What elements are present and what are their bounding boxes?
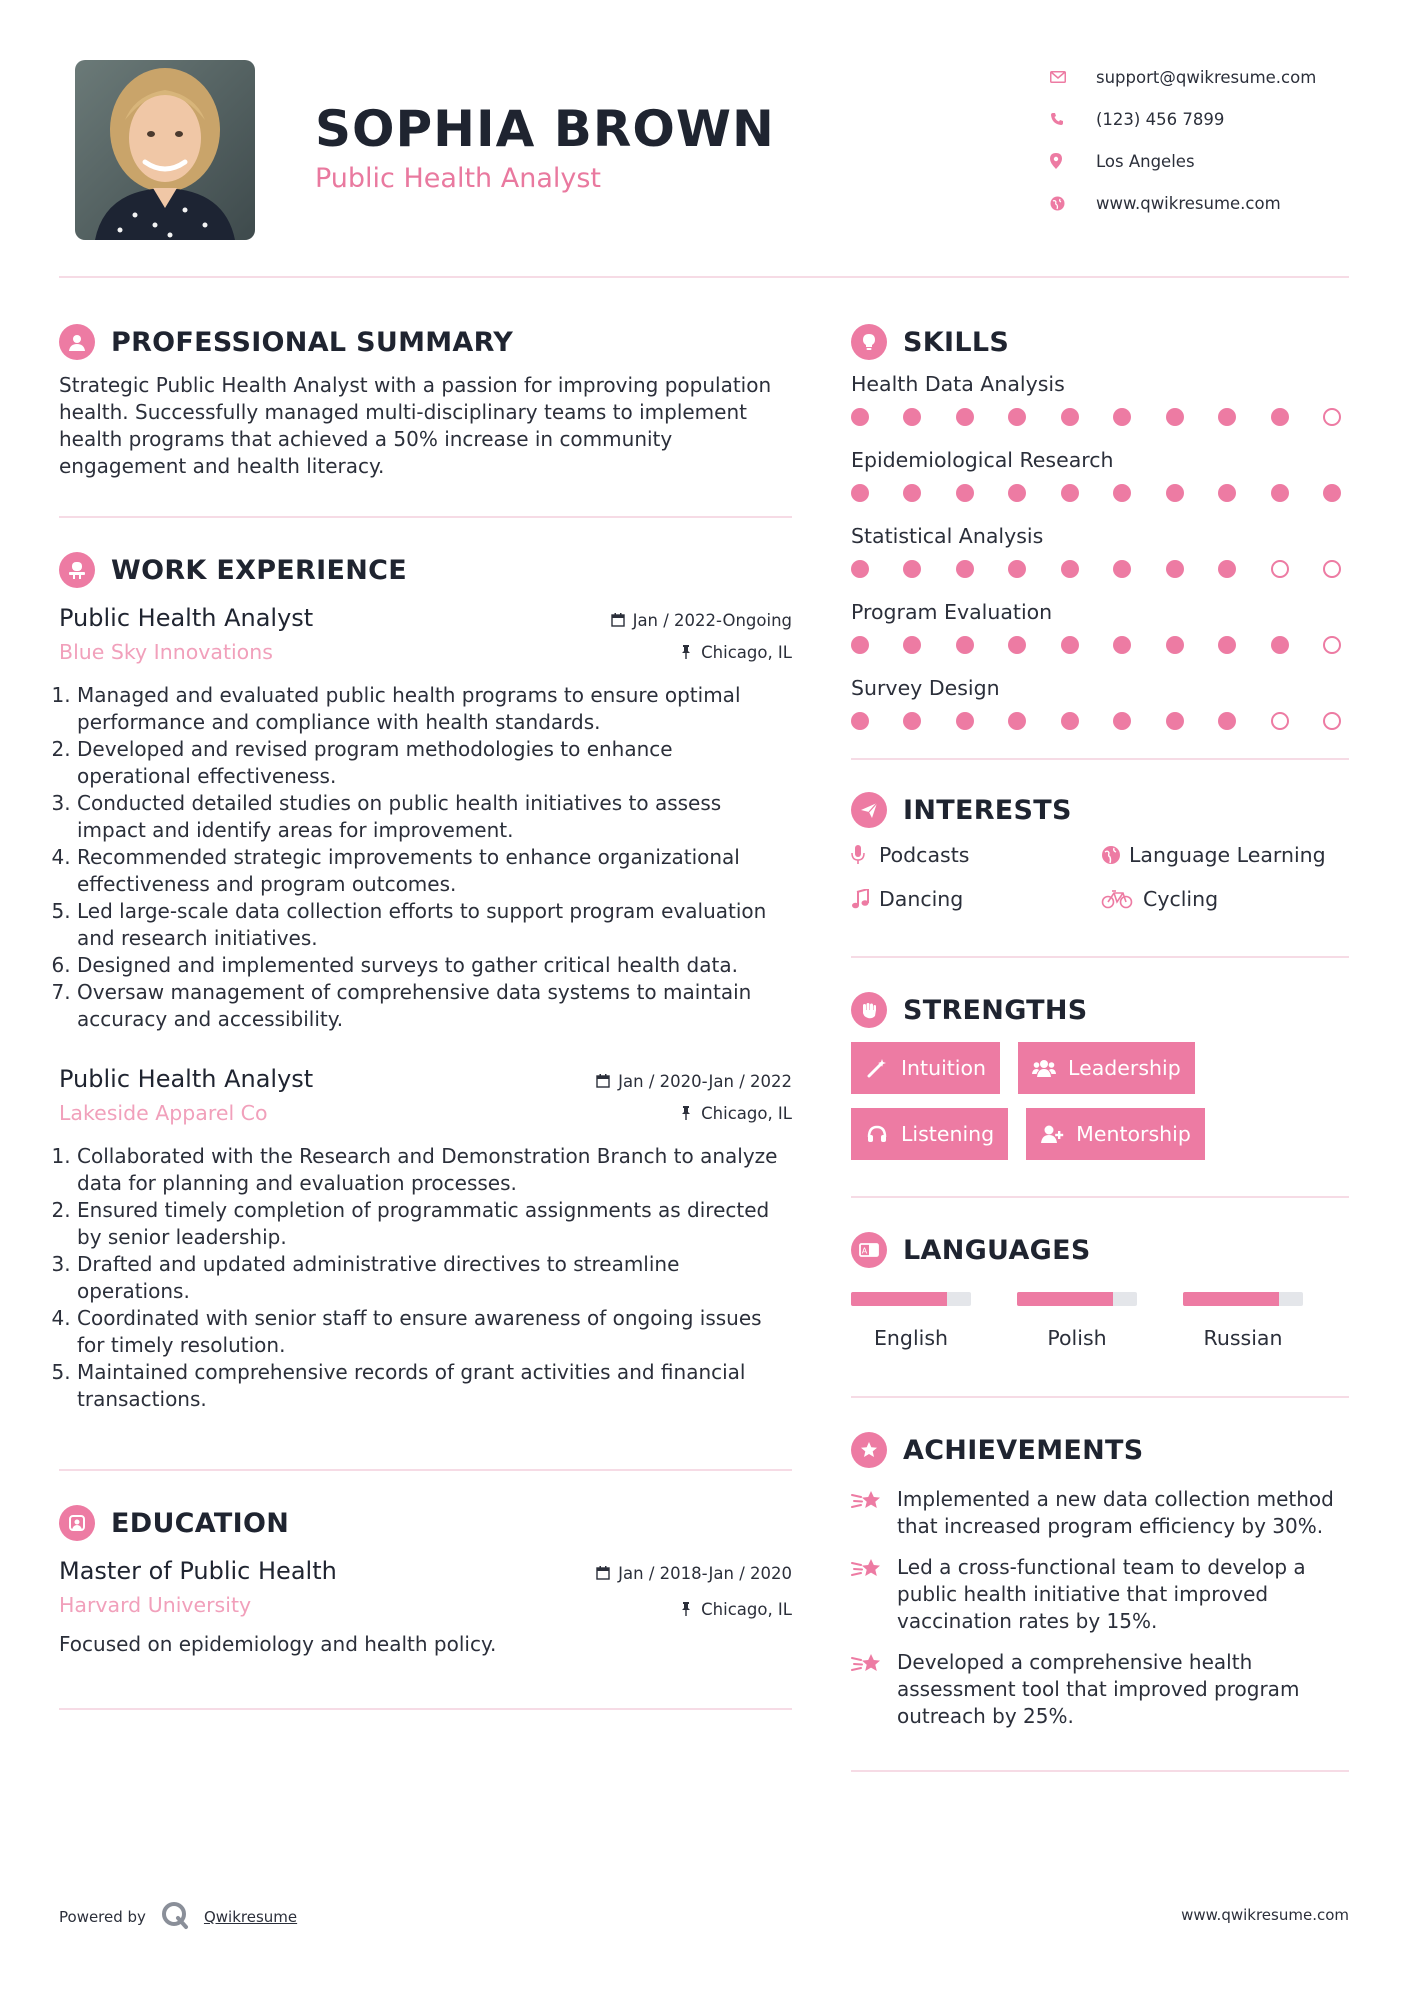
- strength-label: Mentorship: [1076, 1122, 1191, 1146]
- rating-dot-filled: [903, 408, 921, 426]
- rating-dot-filled: [1008, 484, 1026, 502]
- interest-item: [851, 884, 1101, 914]
- rating-dot-filled: [1008, 560, 1026, 578]
- rating-dot-filled: [903, 484, 921, 502]
- contact-phone[interactable]: [1050, 98, 1380, 140]
- rating-dot-filled: [1113, 484, 1131, 502]
- education-location-text: Chicago, IL: [701, 1599, 792, 1619]
- interest-label: Cycling: [1143, 887, 1219, 911]
- achievements-header: [851, 1428, 1349, 1472]
- degree-name: Master of Public Health: [59, 1557, 337, 1585]
- language-item: [851, 1292, 1017, 1350]
- qwikresume-link[interactable]: Qwikresume: [203, 1908, 298, 1926]
- rating-dot-filled: [903, 636, 921, 654]
- globe-icon: [1050, 194, 1080, 212]
- section-divider: [59, 1708, 792, 1710]
- profile-photo: [75, 60, 255, 240]
- job-location-text: Chicago, IL: [701, 1103, 792, 1123]
- skill-item: [851, 600, 1349, 654]
- rating-dot-filled: [1008, 712, 1026, 730]
- job-location: [609, 636, 792, 668]
- contact-location-text: Los Angeles: [1096, 151, 1195, 171]
- microphone-icon: [851, 843, 879, 867]
- candidate-title: Public Health Analyst: [315, 163, 601, 194]
- rating-dot-empty: [1323, 560, 1341, 578]
- job-company: Blue Sky Innovations: [59, 640, 273, 664]
- section-divider: [851, 1396, 1349, 1398]
- rating-dot-filled: [1271, 636, 1289, 654]
- interest-label: Podcasts: [879, 843, 970, 867]
- rating-dot-empty: [1271, 560, 1289, 578]
- rating-dot-filled: [956, 408, 974, 426]
- job-entry: [59, 604, 792, 1033]
- rating-dot-filled: [956, 636, 974, 654]
- language-bar-fill: [851, 1292, 947, 1306]
- skill-name: Epidemiological Research: [851, 448, 1114, 472]
- user-icon: [59, 324, 95, 360]
- globe-icon: [1101, 843, 1129, 867]
- contact-website[interactable]: [1050, 182, 1380, 224]
- strengths-header: [851, 988, 1349, 1032]
- strengths-list: [851, 1042, 1349, 1160]
- languages-header: [851, 1228, 1349, 1272]
- strengths-heading: STRENGTHS: [903, 994, 1088, 1026]
- achievement-text: Led a cross-functional team to develop a public health initiative that improved vaccination rates by 15%.: [897, 1555, 1306, 1633]
- rating-dot-filled: [1218, 408, 1236, 426]
- calendar-icon: [609, 611, 627, 629]
- rating-dot-filled: [1113, 560, 1131, 578]
- rating-dot-filled: [1166, 560, 1184, 578]
- education-meta: [594, 1557, 792, 1625]
- strength-chip: [1026, 1108, 1205, 1160]
- section-divider: [59, 1469, 792, 1471]
- skill-item: [851, 676, 1349, 730]
- rating-dot-filled: [1061, 712, 1079, 730]
- pushpin-icon: [677, 643, 695, 661]
- job-role: Public Health Analyst: [59, 604, 314, 632]
- rating-dot-filled: [1218, 636, 1236, 654]
- strength-label: Listening: [901, 1122, 995, 1146]
- duty-item: 2. Ensured timely completion of programmatic assignments as directed by senior leadership.: [77, 1197, 792, 1251]
- job-location: [594, 1097, 792, 1129]
- rating-dot-filled: [851, 636, 869, 654]
- rating-dot-filled: [903, 560, 921, 578]
- phone-icon: [1050, 110, 1080, 128]
- rating-dot-filled: [1061, 560, 1079, 578]
- calendar-icon: [594, 1564, 612, 1582]
- contact-email-text: support@qwikresume.com: [1096, 67, 1317, 87]
- education-dates: [594, 1557, 792, 1589]
- rating-dot-filled: [851, 408, 869, 426]
- contact-phone-text: (123) 456 7899: [1096, 109, 1225, 129]
- rating-dot-filled: [1323, 484, 1341, 502]
- achievement-item: [851, 1649, 1349, 1730]
- duty-item: 1. Collaborated with the Research and Demonstration Branch to analyze data for planning and evaluation processes.: [77, 1143, 792, 1197]
- strength-chip: [851, 1042, 1000, 1094]
- skills-header: [851, 320, 1349, 364]
- pushpin-icon: [677, 1104, 695, 1122]
- qwikresume-logo-icon: [160, 1900, 190, 1934]
- rating-dot-filled: [1271, 408, 1289, 426]
- contact-location: [1050, 140, 1380, 182]
- duty-item: 6. Designed and implemented surveys to gather critical health data.: [77, 952, 792, 979]
- svg-text:A: A: [861, 1246, 868, 1256]
- powered-by-text: Powered by: [59, 1908, 146, 1926]
- duty-item: 4. Recommended strategic improvements to enhance organizational effectiveness and program outcomes.: [77, 844, 792, 898]
- education-entry: [59, 1557, 792, 1658]
- rating-dot-filled: [1061, 484, 1079, 502]
- calendar-icon: [594, 1072, 612, 1090]
- experience-header: [59, 548, 792, 592]
- rating-dot-filled: [1218, 712, 1236, 730]
- skill-name: Program Evaluation: [851, 600, 1053, 624]
- rating-dot-filled: [851, 560, 869, 578]
- skill-rating: [851, 560, 1341, 578]
- achievement-item: [851, 1554, 1349, 1635]
- rating-dot-filled: [851, 712, 869, 730]
- graduation-cap-icon: [59, 1505, 95, 1541]
- rating-dot-filled: [1166, 636, 1184, 654]
- rating-dot-filled: [1218, 484, 1236, 502]
- duty-item: 3. Drafted and updated administrative directives to streamline operations.: [77, 1251, 792, 1305]
- rating-dot-filled: [1008, 408, 1026, 426]
- education-description: Focused on epidemiology and health policy.: [59, 1632, 497, 1656]
- skill-rating: [851, 712, 1341, 730]
- rating-dot-filled: [956, 560, 974, 578]
- skill-name: Health Data Analysis: [851, 372, 1065, 396]
- language-bar-fill: [1017, 1292, 1113, 1306]
- duty-item: 5. Led large-scale data collection efforts to support program evaluation and research initiatives.: [77, 898, 792, 952]
- skill-rating: [851, 408, 1341, 426]
- rating-dot-filled: [1271, 484, 1289, 502]
- pushpin-icon: [677, 1600, 695, 1618]
- rating-dot-filled: [1166, 712, 1184, 730]
- duty-item: 4. Coordinated with senior staff to ensure awareness of ongoing issues for timely resolution.: [77, 1305, 792, 1359]
- skills-list: [851, 372, 1349, 730]
- interests-header: [851, 788, 1349, 832]
- skill-rating: [851, 484, 1341, 502]
- rating-dot-filled: [1113, 408, 1131, 426]
- job-company: Lakeside Apparel Co: [59, 1101, 268, 1125]
- strength-chip: [851, 1108, 1008, 1160]
- section-divider: [851, 758, 1349, 760]
- contact-website-text: www.qwikresume.com: [1096, 193, 1281, 213]
- education-location: [594, 1593, 792, 1625]
- interest-item: [1101, 884, 1351, 914]
- rating-dot-filled: [1113, 636, 1131, 654]
- education-dates-text: Jan / 2018-Jan / 2020: [618, 1563, 792, 1583]
- magic-wand-icon: [865, 1056, 889, 1080]
- footer-branding: [59, 1900, 297, 1934]
- rating-dot-filled: [1166, 408, 1184, 426]
- job-duties: [59, 1143, 792, 1413]
- rating-dot-empty: [1271, 712, 1289, 730]
- star-badge-icon: [851, 1432, 887, 1468]
- skill-item: [851, 524, 1349, 578]
- summary-text: Strategic Public Health Analyst with a passion for improving population health. Successfully managed multi-disciplinary teams to implement health programs that achieved a 50% increase in community engagement and health literacy.: [59, 373, 772, 478]
- envelope-icon: [1050, 68, 1080, 86]
- job-meta: [594, 1065, 792, 1129]
- shooting-star-icon: [851, 1487, 885, 1517]
- job-dates: [594, 1065, 792, 1097]
- experience-heading: WORK EXPERIENCE: [111, 554, 407, 586]
- language-name: Polish: [1047, 1326, 1107, 1350]
- interest-item: [851, 840, 1101, 870]
- skill-item: [851, 448, 1349, 502]
- duty-item: 7. Oversaw management of comprehensive data systems to maintain accuracy and accessibility.: [77, 979, 792, 1033]
- interest-label: Dancing: [879, 887, 964, 911]
- job-role: Public Health Analyst: [59, 1065, 314, 1093]
- section-divider: [851, 1770, 1349, 1772]
- language-name: English: [873, 1326, 949, 1350]
- language-bar: [851, 1292, 971, 1306]
- job-dates-text: Jan / 2020-Jan / 2022: [618, 1071, 792, 1091]
- language-icon: [851, 1232, 887, 1268]
- music-note-icon: [851, 887, 879, 911]
- briefcase-icon: [59, 552, 95, 588]
- section-divider: [851, 1196, 1349, 1198]
- skill-item: [851, 372, 1349, 426]
- rating-dot-filled: [1218, 560, 1236, 578]
- strength-label: Leadership: [1068, 1056, 1181, 1080]
- user-plus-icon: [1040, 1122, 1064, 1146]
- shooting-star-icon: [851, 1555, 885, 1585]
- rating-dot-empty: [1323, 408, 1341, 426]
- languages-list: [851, 1292, 1349, 1350]
- language-bar: [1183, 1292, 1303, 1306]
- rating-dot-empty: [1323, 636, 1341, 654]
- languages-heading: LANGUAGES: [903, 1234, 1091, 1266]
- skills-heading: SKILLS: [903, 326, 1010, 358]
- education-header: [59, 1501, 792, 1545]
- language-item: [1017, 1292, 1183, 1350]
- job-location-text: Chicago, IL: [701, 642, 792, 662]
- achievements-heading: ACHIEVEMENTS: [903, 1434, 1144, 1466]
- rating-dot-filled: [1061, 636, 1079, 654]
- headphones-icon: [865, 1122, 889, 1146]
- contact-list: [1050, 56, 1380, 224]
- duty-item: 3. Conducted detailed studies on public health initiatives to assess impact and identify areas for improvement.: [77, 790, 792, 844]
- lightbulb-icon: [851, 324, 887, 360]
- summary-header: [59, 320, 792, 364]
- rating-dot-filled: [1113, 712, 1131, 730]
- rating-dot-filled: [956, 484, 974, 502]
- job-dates-text: Jan / 2022-Ongoing: [632, 610, 792, 630]
- rating-dot-filled: [956, 712, 974, 730]
- achievement-item: [851, 1486, 1349, 1540]
- language-bar: [1017, 1292, 1137, 1306]
- skill-name: Statistical Analysis: [851, 524, 1044, 548]
- interests-heading: INTERESTS: [903, 794, 1072, 826]
- candidate-name: SOPHIA BROWN: [315, 100, 775, 158]
- users-icon: [1032, 1056, 1056, 1080]
- contact-email[interactable]: [1050, 56, 1380, 98]
- language-name: Russian: [1203, 1326, 1283, 1350]
- school-name: Harvard University: [59, 1593, 252, 1617]
- rating-dot-filled: [851, 484, 869, 502]
- footer-url[interactable]: www.qwikresume.com: [1181, 1906, 1349, 1924]
- job-dates: [609, 604, 792, 636]
- strength-chip: [1018, 1042, 1195, 1094]
- rating-dot-empty: [1323, 712, 1341, 730]
- language-bar-fill: [1183, 1292, 1279, 1306]
- header-divider: [59, 276, 1349, 278]
- duty-item: 5. Maintained comprehensive records of grant activities and financial transactions.: [77, 1359, 792, 1413]
- rating-dot-filled: [1008, 636, 1026, 654]
- skill-name: Survey Design: [851, 676, 1000, 700]
- rating-dot-filled: [1061, 408, 1079, 426]
- duty-item: 1. Managed and evaluated public health programs to ensure optimal performance and compliance with health standards.: [77, 682, 792, 736]
- paper-plane-icon: [851, 792, 887, 828]
- job-meta: [609, 604, 792, 668]
- section-divider: [59, 516, 792, 518]
- achievement-text: Implemented a new data collection method that increased program efficiency by 30%.: [897, 1487, 1334, 1538]
- achievements-list: [851, 1486, 1349, 1730]
- bicycle-icon: [1101, 887, 1143, 911]
- shooting-star-icon: [851, 1650, 885, 1680]
- rating-dot-filled: [1166, 484, 1184, 502]
- duty-item: 2. Developed and revised program methodologies to enhance operational effectiveness.: [77, 736, 792, 790]
- education-heading: EDUCATION: [111, 1507, 290, 1539]
- skill-rating: [851, 636, 1341, 654]
- rating-dot-filled: [903, 712, 921, 730]
- interest-label: Language Learning: [1129, 843, 1326, 867]
- language-item: [1183, 1292, 1349, 1350]
- achievement-text: Developed a comprehensive health assessment tool that improved program outreach by 25%.: [897, 1650, 1300, 1728]
- job-entry: [59, 1065, 792, 1413]
- job-duties: [59, 682, 792, 1033]
- summary-heading: PROFESSIONAL SUMMARY: [111, 326, 514, 358]
- interest-item: [1101, 840, 1351, 870]
- interests-list: [851, 840, 1349, 914]
- strength-label: Intuition: [901, 1056, 987, 1080]
- left-column: [59, 320, 792, 1710]
- map-pin-icon: [1050, 152, 1080, 170]
- section-divider: [851, 956, 1349, 958]
- right-column: [851, 320, 1349, 1772]
- fist-icon: [851, 992, 887, 1028]
